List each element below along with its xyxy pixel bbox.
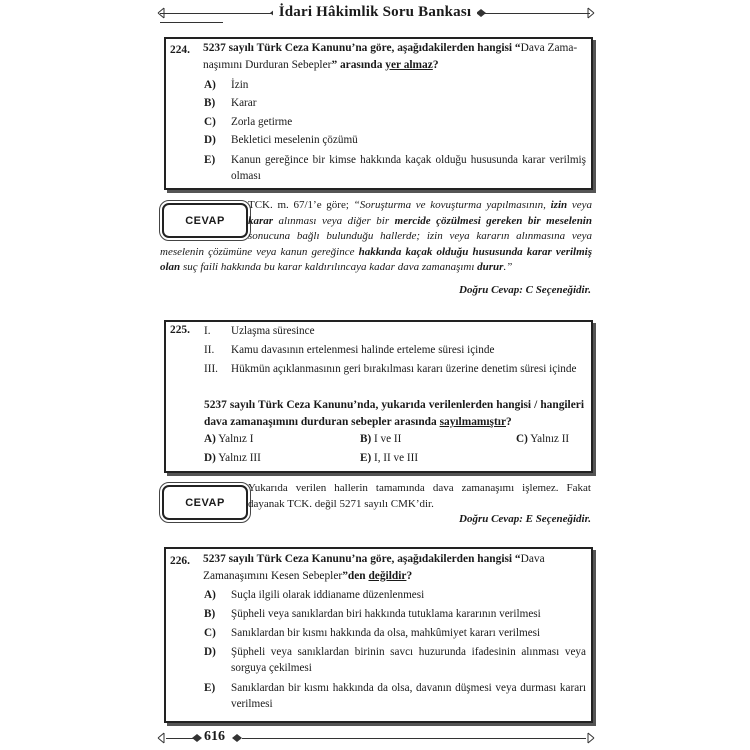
option-text: Yalnız III bbox=[218, 452, 261, 464]
option-c[interactable] bbox=[516, 432, 586, 448]
question-stem bbox=[203, 551, 583, 584]
answer-part: TCK. m. 67/1’e göre; bbox=[248, 199, 354, 211]
option-letter: E) bbox=[204, 682, 216, 694]
stem-part: ”den bbox=[342, 569, 369, 582]
answer-part: .” bbox=[503, 261, 513, 273]
option-text: I ve II bbox=[373, 433, 402, 445]
statement-text: Uzlaşma süresince bbox=[231, 325, 315, 337]
option-text: Yalnız II bbox=[530, 433, 570, 445]
stem-part: 5237 sayılı Türk Ceza Kanunu’nda, yukarıda verilenlerden hangisi / hangileri dava zamanaşımını durduran sebepler arasında bbox=[204, 399, 584, 428]
option-text: Sanıklardan bir kısmı hakkında da olsa, davanın düşmesi veya durması kararı verilmesi bbox=[231, 682, 586, 710]
option-text: Yalnız I bbox=[218, 433, 254, 445]
option-letter: D) bbox=[204, 452, 216, 464]
option-e[interactable] bbox=[360, 451, 500, 467]
stem-emphasis: yer almaz bbox=[385, 58, 433, 71]
roman-numeral: II. bbox=[204, 344, 215, 356]
option-b[interactable] bbox=[204, 607, 584, 623]
option-letter: A) bbox=[204, 589, 216, 601]
option-letter: B) bbox=[204, 608, 216, 620]
answer-part: karar bbox=[248, 214, 274, 227]
option-d[interactable] bbox=[204, 451, 344, 467]
option-letter: D) bbox=[204, 646, 216, 658]
question-number: 226. bbox=[170, 555, 190, 567]
answer-text-224 bbox=[160, 198, 592, 276]
statement-i bbox=[204, 324, 584, 340]
stem-part: Dava Zama- bbox=[520, 42, 578, 54]
header-rule-under bbox=[160, 22, 223, 23]
option-letter: E) bbox=[360, 452, 372, 464]
option-letter: E) bbox=[204, 154, 216, 166]
page-title bbox=[0, 4, 750, 21]
option-text: I, II ve III bbox=[373, 452, 419, 464]
option-a[interactable] bbox=[204, 588, 584, 604]
footer-ornament-left bbox=[156, 732, 170, 744]
question-number: 225. bbox=[170, 324, 190, 336]
option-c[interactable] bbox=[204, 115, 582, 131]
footer-ornament-right bbox=[582, 732, 596, 744]
option-text: Bekletici meselenin çözümü bbox=[231, 134, 358, 146]
option-text: Kanun gereğince bir kimse hakkında kaçak olduğu hususunda karar verilmiş olması bbox=[231, 154, 586, 182]
option-letter: D) bbox=[204, 134, 216, 146]
correct-answer-224: Doğru Cevap: C Seçeneğidir. bbox=[459, 284, 591, 296]
footer-ornament-mid-right bbox=[232, 734, 242, 742]
stem-part: Dava Zamanaşımını Kesen Sebepler bbox=[203, 553, 545, 582]
stem-part: ? bbox=[432, 58, 439, 71]
answer-part: veya bbox=[567, 199, 593, 211]
footer-rule-left bbox=[166, 738, 194, 739]
stem-part: 5237 sayılı Türk Ceza Kanunu’na göre, aşağıdakilerden hangisi “ bbox=[203, 42, 521, 54]
answer-part: alınması veya diğer bir bbox=[273, 214, 395, 227]
answer-part: durur bbox=[477, 261, 504, 273]
stem-emphasis: sayılmamıştır bbox=[439, 415, 506, 428]
stem-part: ” arasında bbox=[331, 58, 386, 71]
option-letter: B) bbox=[360, 433, 372, 445]
option-c[interactable] bbox=[204, 626, 584, 642]
answer-part: “Soruşturma ve kovuşturma yapılmasının, bbox=[353, 199, 551, 211]
badge-spacer bbox=[160, 198, 248, 244]
option-e[interactable] bbox=[204, 153, 586, 185]
option-a[interactable] bbox=[204, 432, 344, 448]
option-letter: A) bbox=[204, 79, 216, 91]
stem-part: ? bbox=[406, 569, 413, 582]
statement-iii bbox=[204, 362, 586, 394]
statement-text: Hükmün açıklanmasının geri bırakılması kararı üzerine denetim süresi içinde bbox=[231, 363, 577, 375]
footer-rule-right bbox=[242, 738, 586, 739]
option-b[interactable] bbox=[204, 96, 582, 112]
option-d[interactable] bbox=[204, 645, 586, 677]
option-text: Suçla ilgili olarak iddianame düzenlenmesi bbox=[231, 589, 425, 601]
option-b[interactable] bbox=[360, 432, 500, 448]
question-number: 224. bbox=[170, 44, 190, 56]
option-letter: B) bbox=[204, 97, 216, 109]
page-title-text: İdari Hâkimlik Soru Bankası bbox=[273, 4, 478, 20]
stem-emphasis: değildir bbox=[368, 569, 407, 582]
roman-numeral: III. bbox=[204, 363, 218, 375]
option-text: Sanıklardan bir kısmı hakkında da olsa, mahkûmiyet kararı verilmesi bbox=[231, 627, 541, 639]
answer-part: izin bbox=[550, 199, 568, 211]
cevap-label: CEVAP bbox=[185, 214, 225, 227]
answer-text-225: Yukarıda verilen hallerin tamamında dava zamanaşımı işlemez. Fakat dayanak TCK. değil 5271 sayılı CMK’dir. bbox=[248, 482, 591, 510]
question-stem bbox=[204, 397, 584, 430]
stem-part: 5237 sayılı Türk Ceza Kanunu’na göre, aşağıdakilerden hangisi “ bbox=[203, 553, 521, 565]
roman-numeral: I. bbox=[204, 325, 211, 337]
option-text: Zorla getirme bbox=[231, 116, 293, 128]
statement-text: Kamu davasının ertelenmesi halinde erteleme süresi içinde bbox=[231, 344, 495, 356]
stem-part: ? bbox=[506, 415, 512, 428]
correct-answer-225: Doğru Cevap: E Seçeneğidir. bbox=[459, 513, 591, 525]
option-text: Karar bbox=[231, 97, 257, 109]
answer-part: suç faili hakkında bu karar kaldırılıncaya kadar dava zamanaşımı bbox=[180, 261, 478, 273]
question-stem bbox=[203, 40, 583, 73]
page-number: 616 bbox=[204, 729, 225, 744]
option-text: İzin bbox=[231, 79, 249, 91]
option-letter: C) bbox=[204, 627, 216, 639]
option-e[interactable] bbox=[204, 681, 586, 713]
answer-part: mercide çözülmesi gereken bir meselenin bbox=[394, 214, 592, 227]
option-letter: C) bbox=[516, 433, 528, 445]
option-d[interactable] bbox=[204, 133, 582, 149]
footer-ornament-mid-left bbox=[192, 734, 202, 742]
option-a[interactable] bbox=[204, 78, 582, 94]
statement-ii bbox=[204, 343, 584, 359]
answer-part: sonucuna bağlı bulunduğu hallerde; izin veya kararın alınmasına veya meselenin çözümüne veya kanun gereğince bbox=[160, 230, 592, 258]
cevap-label: CEVAP bbox=[185, 496, 225, 509]
answer-part: hakkında kaçak olduğu hususunda karar verilmiş olan bbox=[160, 245, 592, 273]
option-text: Şüpheli veya sanıklardan birinin savcı huzurunda ifadesinin alınması veya sorguya çekilmesi bbox=[231, 646, 586, 674]
option-text: Şüpheli veya sanıklardan biri hakkında tutuklama kararının verilmesi bbox=[231, 608, 541, 620]
stem-part: naşımını Durduran Sebepler bbox=[203, 58, 332, 71]
option-letter: A) bbox=[204, 433, 216, 445]
cevap-badge bbox=[162, 485, 248, 520]
option-letter: C) bbox=[204, 116, 216, 128]
